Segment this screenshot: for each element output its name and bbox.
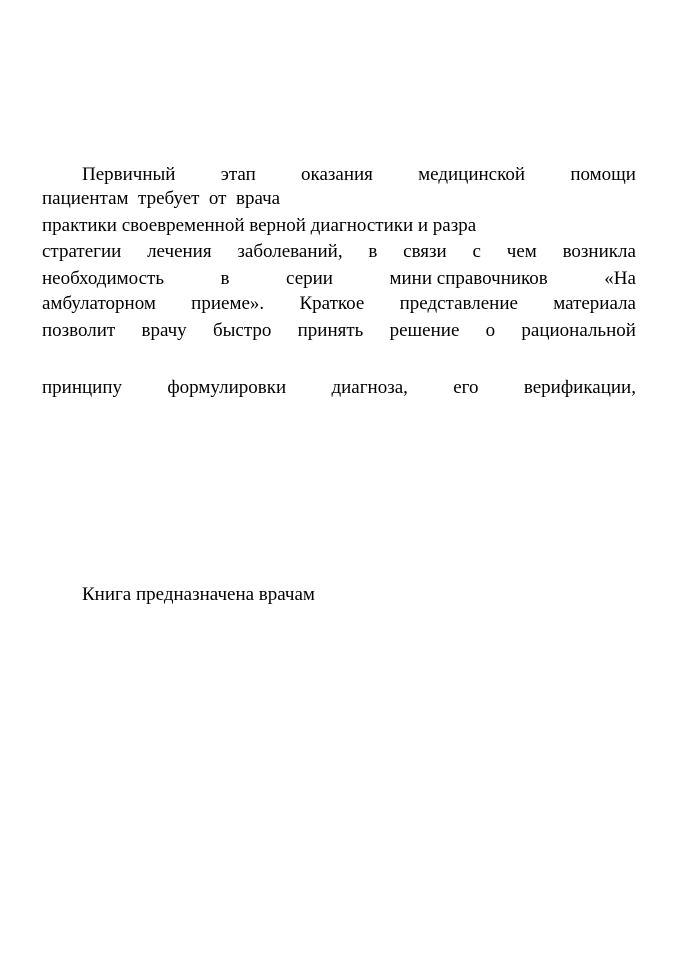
word: стратегии xyxy=(42,241,122,262)
word: позволит xyxy=(42,320,116,341)
word: материала xyxy=(553,293,636,314)
word: мини справочников xyxy=(389,268,548,289)
paragraph-line: пациентам требует от врача xyxy=(42,188,281,209)
word: Краткое xyxy=(299,293,365,314)
word: серии xyxy=(286,268,333,289)
paragraph-line xyxy=(42,267,636,291)
word: верификации, xyxy=(523,377,636,398)
word: диагноза, xyxy=(331,377,408,398)
word: принципу xyxy=(42,377,123,398)
word: с xyxy=(472,241,481,262)
word: решение xyxy=(389,320,460,341)
word: заболеваний, xyxy=(237,241,343,262)
word: оказания xyxy=(301,164,373,185)
paragraph-line xyxy=(42,376,636,400)
paragraph-line xyxy=(42,240,636,264)
word: Первичный xyxy=(82,164,176,185)
word: необходимость xyxy=(42,268,165,289)
word: приеме». xyxy=(191,293,265,314)
word: лечения xyxy=(147,241,212,262)
word: возникла xyxy=(562,241,636,262)
word: быстро xyxy=(212,320,272,341)
word: формулировки xyxy=(167,377,287,398)
word: помощи xyxy=(570,164,636,185)
paragraph-line: практики своевременной верной диагностики и разра xyxy=(42,215,477,236)
paragraph-line xyxy=(42,319,636,343)
word: представление xyxy=(399,293,518,314)
word: амбулаторном xyxy=(42,293,156,314)
word: в xyxy=(368,241,378,262)
word: чем xyxy=(506,241,537,262)
paragraph-line: Книга предназначена врачам xyxy=(82,584,315,605)
paragraph-line xyxy=(42,292,636,316)
paragraph-line xyxy=(82,163,636,187)
word: медицинской xyxy=(418,164,526,185)
word: этап xyxy=(220,164,256,185)
word: о xyxy=(485,320,496,341)
word: принять xyxy=(297,320,364,341)
word: рациональной xyxy=(521,320,636,341)
word: связи xyxy=(403,241,447,262)
word: в xyxy=(220,268,230,289)
word: врачу xyxy=(141,320,187,341)
word: «На xyxy=(604,268,636,289)
word: его xyxy=(453,377,479,398)
